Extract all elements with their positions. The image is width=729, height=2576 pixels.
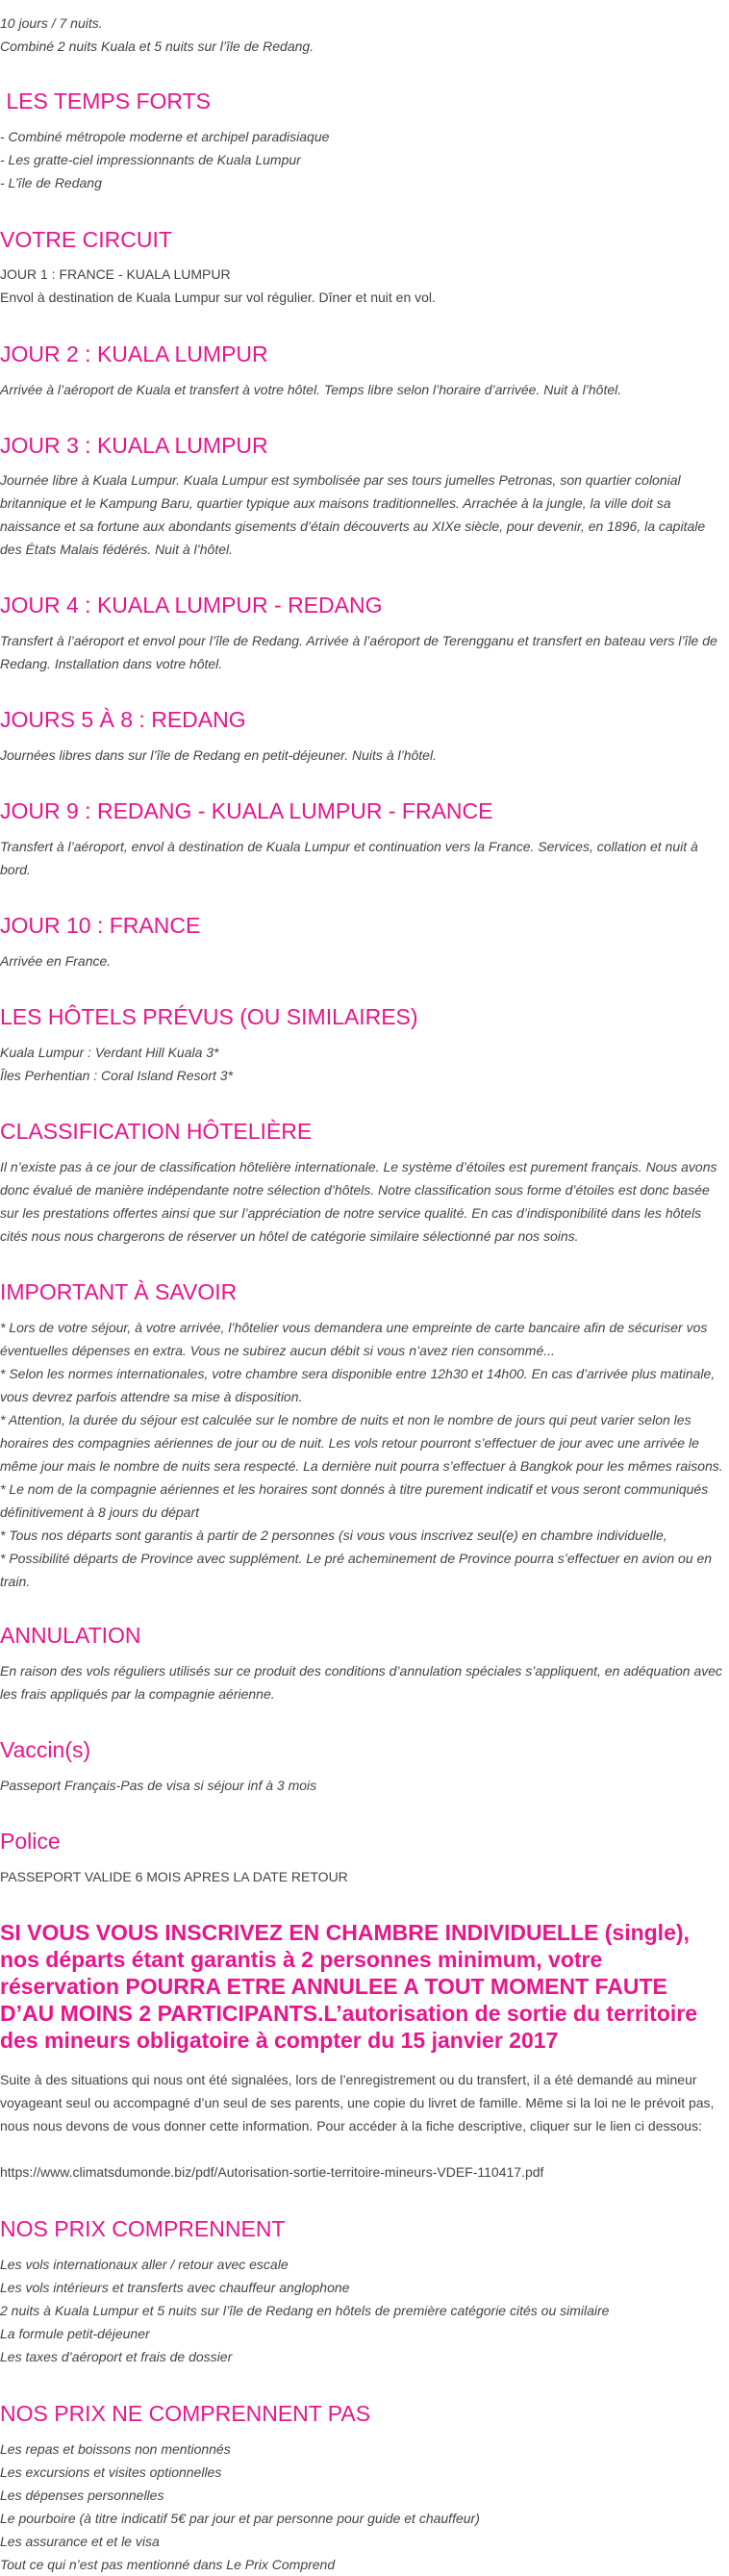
section-title-annulation: ANNULATION — [0, 1623, 141, 1648]
list-item: Tout ce qui n’est pas mentionné dans Le Prix Comprend — [0, 2557, 336, 2572]
vaccins-text: Passeport Français-Pas de visa si séjour inf à 3 mois — [0, 1778, 317, 1793]
classification-text: Il n’existe pas à ce jour de classification hôtelière internationale. Le système d’étoiles est purement français. Nous avons donc évalué de manière indépendante notre sélection d’hôtels. Notre classification sous forme d’étoiles est donc basée sur les prestations offertes ainsi que sur l’appréciation de notre service qualité. En cas d’indisponibilité dans les hôtels cités nous nous chargerons de réserver un hôtel de catégorie similaire sélectionné par nos soins. — [0, 1159, 717, 1244]
intro-duration: 10 jours / 7 nuits. — [0, 15, 103, 31]
day-10-title: JOUR 10 : FRANCE — [0, 913, 201, 938]
section-title-classification: CLASSIFICATION HÔTELIÈRE — [0, 1119, 313, 1144]
intro-combo: Combiné 2 nuits Kuala et 5 nuits sur l’île de Redang. — [0, 38, 314, 54]
list-item: Le pourboire (à titre indicatif 5€ par jour et par personne pour guide et chauffeur) — [0, 2511, 480, 2526]
temps-fort-item: - Combiné métropole moderne et archipel paradisiaque — [0, 129, 330, 144]
list-item: Les taxes d’aéroport et frais de dossier — [0, 2349, 233, 2364]
important-item: * Tous nos départs sont garantis à partir de 2 personnes (si vous vous inscrivez seul(e) en chambre individuelle, — [0, 1528, 667, 1543]
section-title-temps-forts: LES TEMPS FORTS — [0, 88, 211, 114]
day-3-title: JOUR 3 : KUALA LUMPUR — [0, 433, 268, 458]
day-9-title: JOUR 9 : REDANG - KUALA LUMPUR - FRANCE — [0, 798, 493, 823]
important-item: * Possibilité départs de Province avec supplément. Le pré acheminement de Province pourra s’effectuer en avion ou en train. — [0, 1551, 713, 1589]
important-item: * Selon les normes internationales, votre chambre sera disponible entre 12h30 et 14h00. En cas d’arrivée plus matinale, vous devrez parfois attendre sa mise à disposition. — [0, 1366, 716, 1404]
day-1-text: Envol à destination de Kuala Lumpur sur vol régulier. Dîner et nuit en vol. — [0, 290, 436, 305]
temps-fort-item: - Les gratte-ciel impressionnants de Kuala Lumpur — [0, 152, 301, 167]
hotel-item: Îles Perhentian : Coral Island Resort 3* — [0, 1068, 234, 1083]
single-room-alert-title: SI VOUS VOUS INSCRIVEZ EN CHAMBRE INDIVIDUELLE (single), nos départs étant garantis à 2 personnes minimum, votre réservation POURRA ETRE ANNULEE A TOUT MOMENT FAUTE D’AU MOINS 2 PARTICIPANTS.L’autorisation de sortie du territoire des mineurs obligatoire à compter du 15 janvier 2017 — [0, 1920, 698, 2053]
list-item: Les repas et boissons non mentionnés — [0, 2441, 231, 2457]
police-text: PASSEPORT VALIDE 6 MOIS APRES LA DATE RETOUR — [0, 1869, 348, 1884]
section-title-prix-ne-comprennent-pas: NOS PRIX NE COMPRENNENT PAS — [0, 2401, 371, 2426]
section-title-hotels: LES HÔTELS PRÉVUS (OU SIMILAIRES) — [0, 1004, 418, 1029]
important-item: * Le nom de la compagnie aériennes et les horaires sont donnés à titre purement indicatif et vous seront communiqués définitivement à 8 jours du départ — [0, 1481, 709, 1520]
important-item: * Lors de votre séjour, à votre arrivée, l’hôtelier vous demandera une empreinte de carte bancaire afin de sécuriser vos éventuelles dépenses en extra. Vous ne subirez aucun débit si vous n’avez rien consommé... — [0, 1320, 708, 1358]
alert-text: Suite à des situations qui nous ont été signalées, lors de l’enregistrement ou du transfert, il a été demandé au mineur voyageant seul ou accompagné d’un seul de ses parents, une copie du livret de famille. Même si la loi ne le prévoit pas, nous nous devons de vous donner cette information. Pour accéder à la fiche descriptive, cliquer sur le lien ci dessous: — [0, 2072, 715, 2134]
section-title-police: Police — [0, 1829, 61, 1854]
list-item: Les assurance et et le visa — [0, 2534, 160, 2549]
autorisation-sortie-link[interactable]: https://www.climatsdumonde.biz/pdf/Autorisation-sortie-territoire-mineurs-VDEF-110417.pdf — [0, 2164, 544, 2180]
day-5-8-title: JOURS 5 À 8 : REDANG — [0, 707, 246, 732]
day-2-text: Arrivée à l’aéroport de Kuala et transfert à votre hôtel. Temps libre selon l’horaire d’arrivée. Nuit à l’hôtel. — [0, 382, 622, 397]
day-10-text: Arrivée en France. — [0, 953, 112, 969]
list-item: Les dépenses personnelles — [0, 2488, 164, 2503]
section-title-important: IMPORTANT À SAVOIR — [0, 1279, 238, 1304]
list-item: Les vols internationaux aller / retour avec escale — [0, 2257, 289, 2272]
prix-comprennent-list — [0, 2253, 609, 2368]
section-title-circuit: VOTRE CIRCUIT — [0, 227, 172, 252]
list-item: La formule petit-déjeuner — [0, 2326, 150, 2341]
annulation-text: En raison des vols réguliers utilisés sur ce produit des conditions d’annulation spéciales s’appliquent, en adéquation avec les frais appliqués par la compagnie aérienne. — [0, 1663, 723, 1702]
important-list — [0, 1316, 727, 1593]
day-1-title: JOUR 1 : FRANCE - KUALA LUMPUR — [0, 266, 231, 282]
list-item: Les excursions et visites optionnelles — [0, 2464, 222, 2480]
temps-fort-item: - L’île de Redang — [0, 175, 102, 190]
day-2-title: JOUR 2 : KUALA LUMPUR — [0, 341, 268, 366]
section-title-prix-comprennent: NOS PRIX COMPRENNENT — [0, 2216, 286, 2241]
day-3-text: Journée libre à Kuala Lumpur. Kuala Lumpur est symbolisée par ses tours jumelles Petronas, son quartier colonial britannique et le Kampung Baru, quartier typique aux maisons traditionnelles. Arrachée à la jungle, la ville doit sa naissance et sa fortune aux abondants gisements d’étain découverts au XIXe siècle, pour devenir, en 1896, la capitale des États Malais fédérés. Nuit à l’hôtel. — [0, 472, 706, 557]
day-4-title: JOUR 4 : KUALA LUMPUR - REDANG — [0, 593, 383, 618]
prix-ne-comprennent-list — [0, 2437, 480, 2576]
day-4-text: Transfert à l’aéroport et envol pour l’île de Redang. Arrivée à l’aéroport de Terengganu et transfert en bateau vers l’île de Redang. Installation dans votre hôtel. — [0, 633, 717, 671]
hotel-item: Kuala Lumpur : Verdant Hill Kuala 3* — [0, 1045, 219, 1060]
day-9-text: Transfert à l’aéroport, envol à destination de Kuala Lumpur et continuation vers la France. Services, collation et nuit à bord. — [0, 839, 698, 877]
list-item: Les vols intérieurs et transferts avec chauffeur anglophone — [0, 2280, 350, 2295]
important-item: * Attention, la durée du séjour est calculée sur le nombre de nuits et non le nombre de jours qui peut varier selon les horaires des compagnies aériennes de jour ou de nuit. Les vols retour pourront s’effectuer de jour avec une arrivée le même jour mais le nombre de nuits sera respecté. La dernière nuit pourra s’effectuer à Bangkok pour les mêmes raisons. — [0, 1412, 723, 1474]
section-title-vaccins: Vaccin(s) — [0, 1737, 91, 1762]
day-5-8-text: Journées libres dans sur l’île de Redang en petit-déjeuner. Nuits à l’hôtel. — [0, 747, 437, 763]
list-item: 2 nuits à Kuala Lumpur et 5 nuits sur l’île de Redang en hôtels de première catégorie cités ou similaire — [0, 2303, 610, 2318]
